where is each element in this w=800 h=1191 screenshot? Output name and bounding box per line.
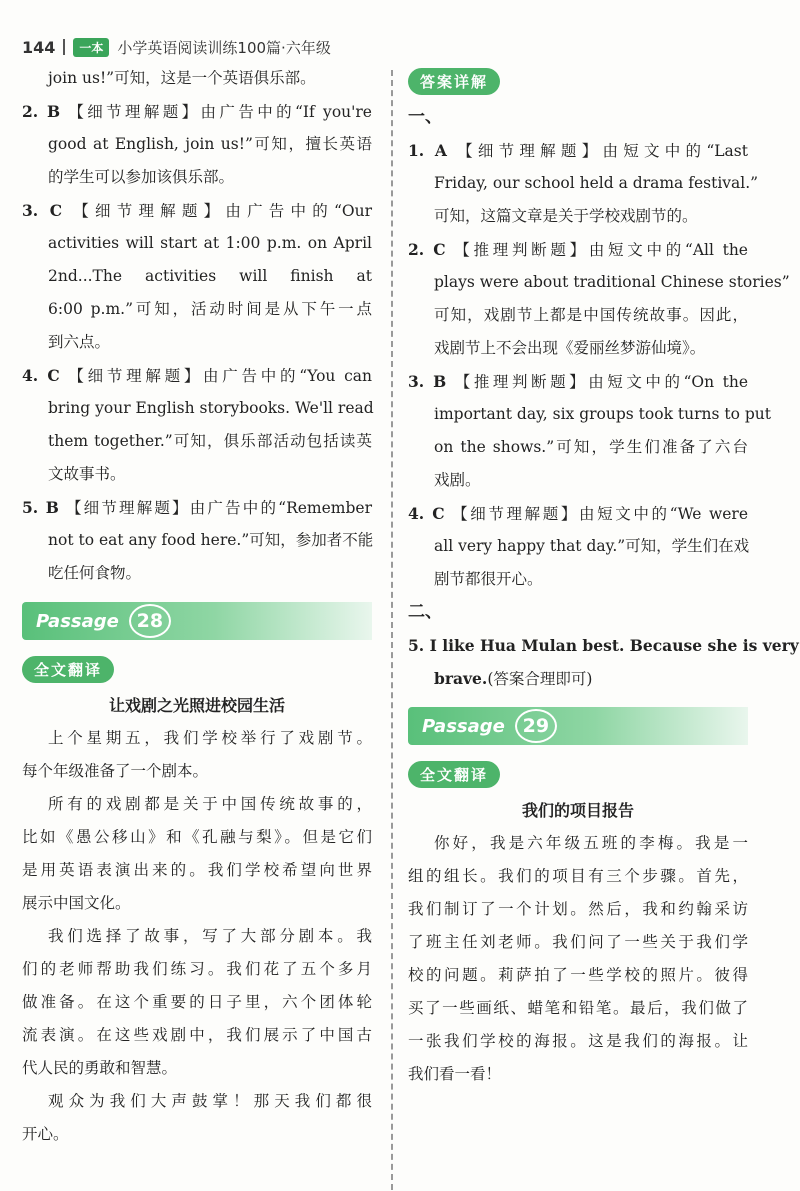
answer-text: activities will start at 1:00 p.m. on April — [48, 234, 372, 252]
answer-text: 剧节都很开心。 — [434, 570, 543, 588]
answer-text: on the shows.”可知，学生们准备了六台 — [434, 438, 748, 456]
right-column — [408, 62, 799, 1091]
paragraph-line: 校的问题。莉萨拍了一些学校的照片。彼得 — [408, 966, 748, 984]
answer-item-2 — [22, 95, 372, 194]
translation-paragraph-1 — [22, 722, 372, 788]
translation-paragraph-4 — [22, 1085, 372, 1151]
answer-text: 的学生可以参加该俱乐部。 — [48, 168, 235, 186]
answer-number: 4. C — [22, 366, 60, 385]
answer-text: 2nd...The activities will finish at — [48, 267, 372, 285]
answer-text: 6:00 p.m.”可知，活动时间是从下午一点 — [48, 300, 372, 318]
paragraph-line: 做准备。在这个重要的日子里，六个团体轮 — [22, 993, 372, 1011]
answer-item-5 — [22, 491, 372, 590]
answer-text: plays were about traditional Chinese stories” — [434, 273, 790, 291]
left-column — [22, 62, 372, 1151]
answer-text: not to eat any food here.”可知，参加者不能 — [48, 531, 374, 549]
answer-text: Friday, our school held a drama festival.” — [434, 174, 759, 192]
translation-heading: 全文翻译 — [22, 656, 114, 683]
answer-item-4 — [22, 359, 372, 491]
page-number: 144 — [22, 37, 56, 57]
paragraph-line: 我们选择了故事，写了大部分剧本。我 — [48, 927, 372, 945]
paragraph-line: 每个年级准备了一个剧本。 — [22, 762, 209, 780]
answer-number: 2. C — [408, 240, 446, 259]
answer-text: 吃任何食物。 — [48, 564, 142, 582]
answer-text: 【细节理解题】由广告中的“Remember — [65, 499, 372, 517]
answer-text: important day, six groups took turns to put — [434, 405, 771, 423]
passage-number: 29 — [515, 709, 557, 743]
answer-text: 【细节理解题】由短文中的“We were — [452, 505, 748, 523]
answer-text: 【细节理解题】由短文中的“Last — [457, 142, 748, 160]
answer-number: 5. B — [22, 498, 59, 517]
passage-label: Passage — [36, 610, 119, 632]
answer-text: 【推理判断题】由短文中的“All the — [454, 241, 748, 259]
column-divider — [391, 70, 393, 1190]
paragraph-line: 开心。 — [22, 1125, 69, 1143]
translation-paragraph-2 — [22, 788, 372, 920]
answer-item-5 — [408, 629, 799, 695]
answer-item-1 — [408, 134, 759, 233]
translation-title: 让戏剧之光照进校园生活 — [108, 696, 285, 715]
paragraph-line: 一张我们学校的海报。这是我们的海报。让 — [408, 1032, 748, 1050]
translation-paragraph — [408, 827, 748, 1091]
paragraph-line: 所有的戏剧都是关于中国传统故事的， — [48, 795, 372, 813]
answer-text: 【推理判断题】由短文中的“On the — [454, 373, 748, 391]
section-two-mark: 二、 — [408, 602, 442, 622]
paragraph-line: 你好，我是六年级五班的李梅。我是一 — [434, 834, 748, 852]
answer-text: 可知，戏剧节上都是中国传统故事。因此， — [434, 306, 748, 324]
answer-heading: 答案详解 — [408, 68, 500, 95]
answer-text: 戏剧节上不会出现《爱丽丝梦游仙境》。 — [434, 339, 706, 357]
publisher-logo: 一本 — [73, 38, 109, 57]
answer-number: 4. C — [408, 504, 445, 523]
passage-28-banner — [22, 602, 372, 640]
answer-item-3 — [22, 194, 372, 359]
answer-text: 到六点。 — [48, 333, 111, 351]
passage-label: Passage — [422, 715, 505, 737]
answer-text: 【细节理解题】由广告中的“You can — [68, 367, 372, 385]
section-one-mark: 一、 — [408, 107, 442, 127]
passage-29-banner — [408, 707, 748, 745]
answer-text-bold: brave. — [434, 669, 488, 688]
paragraph-line: 了班主任刘老师。我们问了一些关于我们学 — [408, 933, 748, 951]
answer-note: (答案合理即可) — [487, 670, 593, 688]
paragraph-line: 是用英语表演出来的。我们学校希望向世界 — [22, 861, 372, 879]
passage-number: 28 — [129, 604, 171, 638]
answer-text: all very happy that day.”可知，学生们在戏 — [434, 537, 750, 555]
paragraph-line: 我们制订了一个计划。然后，我和约翰采访 — [408, 900, 748, 918]
answer-text: I like Hua Mulan best. Because she is very — [429, 636, 799, 655]
translation-title: 我们的项目报告 — [521, 801, 634, 820]
paragraph-line: 组的组长。我们的项目有三个步骤。首先， — [408, 867, 748, 885]
answer-number: 5. — [408, 636, 425, 655]
translation-paragraph-3 — [22, 920, 372, 1085]
answer-number: 3. B — [408, 372, 447, 391]
translation-heading: 全文翻译 — [408, 761, 500, 788]
answer-text: 可知，这篇文章是关于学校戏剧节的。 — [434, 207, 698, 225]
answer-item-4 — [408, 497, 748, 596]
answer-number: 3. C — [22, 201, 63, 220]
paragraph-line: 代人民的勇敢和智慧。 — [22, 1059, 178, 1077]
answer-number: 2. B — [22, 102, 61, 121]
page-header — [22, 34, 331, 60]
book-title: 小学英语阅读训练100篇·六年级 — [117, 38, 331, 57]
paragraph-line: 流表演。在这些戏剧中，我们展示了中国古 — [22, 1026, 372, 1044]
answer-item-2 — [408, 233, 790, 365]
header-divider — [63, 39, 65, 55]
answer-continuation: join us!”可知，这是一个英语俱乐部。 — [48, 69, 316, 87]
answer-text: 【细节理解题】由广告中的“Our — [73, 202, 372, 220]
answer-text: them together.”可知，俱乐部活动包括读英 — [48, 432, 372, 450]
paragraph-line: 买了一些画纸、蜡笔和铅笔。最后，我们做了 — [408, 999, 748, 1017]
answer-number: 1. A — [408, 141, 447, 160]
answer-text: bring your English storybooks. We'll read — [48, 399, 374, 417]
paragraph-line: 比如《愚公移山》和《孔融与梨》。但是它们 — [22, 828, 372, 846]
answer-item-3 — [408, 365, 771, 497]
paragraph-line: 上个星期五，我们学校举行了戏剧节。 — [48, 729, 372, 747]
answer-text: 戏剧。 — [434, 471, 481, 489]
answer-text: 文故事书。 — [48, 465, 126, 483]
paragraph-line: 展示中国文化。 — [22, 894, 131, 912]
paragraph-line: 们的老师帮助我们练习。我们花了五个多月 — [22, 960, 372, 978]
paragraph-line: 我们看一看！ — [408, 1065, 502, 1083]
answer-text: good at English, join us!”可知，擅长英语 — [48, 135, 372, 153]
answer-text: 【细节理解题】由广告中的“If you're — [68, 103, 372, 121]
paragraph-line: 观众为我们大声鼓掌！那天我们都很 — [48, 1092, 372, 1110]
